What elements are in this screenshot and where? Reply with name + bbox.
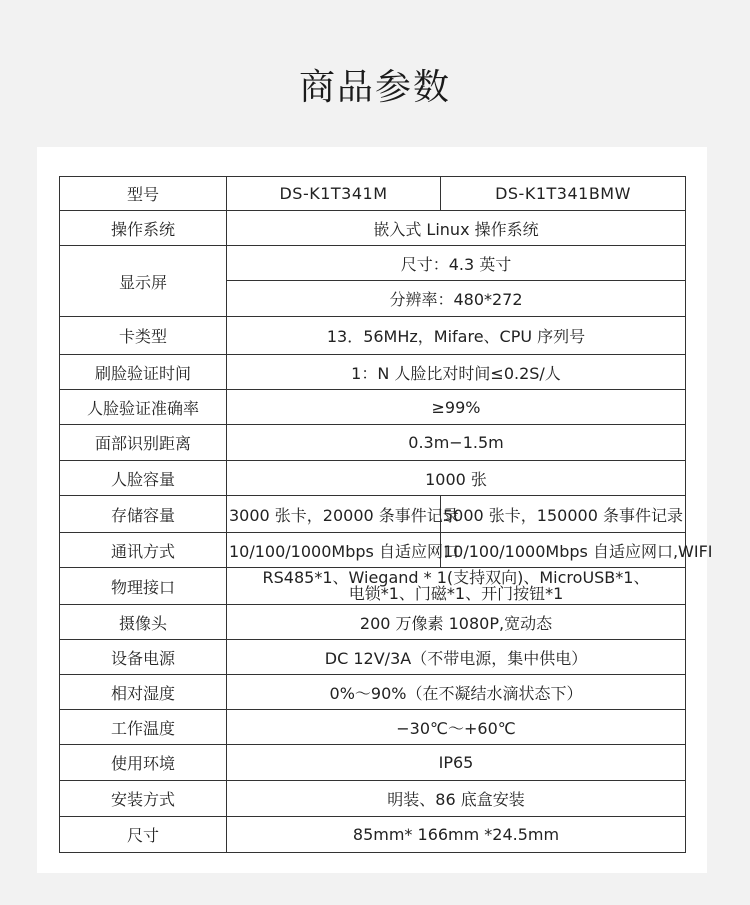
table-row: [60, 533, 686, 568]
table-row: [60, 317, 686, 355]
interface-line-2: 电锁*1、门磁*1、开门按钮*1: [348, 584, 564, 603]
comm-m: 10/100/1000Mbps 自适应网口: [227, 533, 441, 568]
display-resolution: 分辨率：480*272: [227, 281, 686, 317]
row-label: 使用环境: [60, 745, 227, 781]
row-value: 0.3m−1.5m: [227, 425, 686, 461]
table-row: [60, 246, 686, 281]
row-value: 0%～90%（在不凝结水滴状态下）: [227, 675, 686, 710]
row-value: 1：N 人脸比对时间≤0.2S/人: [227, 355, 686, 390]
row-value: ≥99%: [227, 390, 686, 425]
storage-m: 3000 张卡，20000 条事件记录: [227, 496, 441, 533]
row-value: 200 万像素 1080P,宽动态: [227, 605, 686, 640]
row-value: 13．56MHz，Mifare、CPU 序列号: [227, 317, 686, 355]
row-label: 面部识别距离: [60, 425, 227, 461]
model-bmw: DS-K1T341BMW: [441, 177, 686, 211]
row-label: 尺寸: [60, 817, 227, 853]
table-row: [60, 675, 686, 710]
row-label: 人脸容量: [60, 461, 227, 496]
row-value: 85mm* 166mm *24.5mm: [227, 817, 686, 853]
table-row: [60, 781, 686, 817]
row-value: 明装、86 底盒安装: [227, 781, 686, 817]
interface-value: [227, 568, 686, 605]
table-row: [60, 355, 686, 390]
row-label: 型号: [60, 177, 227, 211]
row-label: 相对湿度: [60, 675, 227, 710]
storage-bmw: 5000 张卡，150000 条事件记录: [441, 496, 686, 533]
row-label: 安装方式: [60, 781, 227, 817]
table-row: [60, 496, 686, 533]
row-label: 刷脸验证时间: [60, 355, 227, 390]
row-label: 显示屏: [60, 246, 227, 317]
row-value: 嵌入式 Linux 操作系统: [227, 211, 686, 246]
row-label: 工作温度: [60, 710, 227, 745]
row-label: 设备电源: [60, 640, 227, 675]
row-label: 通讯方式: [60, 533, 227, 568]
model-m: DS-K1T341M: [227, 177, 441, 211]
comm-bmw: 10/100/1000Mbps 自适应网口,WIFI: [441, 533, 686, 568]
row-label: 物理接口: [60, 568, 227, 605]
table-row: [60, 177, 686, 211]
row-value: DC 12V/3A（不带电源，集中供电）: [227, 640, 686, 675]
row-label: 存储容量: [60, 496, 227, 533]
row-label: 卡类型: [60, 317, 227, 355]
table-row: [60, 605, 686, 640]
table-row: [60, 745, 686, 781]
spec-table: [59, 176, 713, 853]
row-value: 1000 张: [227, 461, 686, 496]
interface-line-1: RS485*1、Wiegand * 1(支持双向)、MicroUSB*1、: [262, 568, 650, 587]
row-label: 操作系统: [60, 211, 227, 246]
row-label: 人脸验证准确率: [60, 390, 227, 425]
table-row: [60, 817, 686, 853]
row-value: IP65: [227, 745, 686, 781]
table-row: [60, 710, 686, 745]
table-row: [60, 390, 686, 425]
table-row: [60, 568, 686, 605]
display-size: 尺寸：4.3 英寸: [227, 246, 686, 281]
table-row: [60, 211, 686, 246]
row-label: 摄像头: [60, 605, 227, 640]
table-row: [60, 425, 686, 461]
row-value: −30℃～+60℃: [227, 710, 686, 745]
table-row: [60, 640, 686, 675]
page-title: 商品参数: [298, 67, 451, 108]
table-row: [60, 461, 686, 496]
